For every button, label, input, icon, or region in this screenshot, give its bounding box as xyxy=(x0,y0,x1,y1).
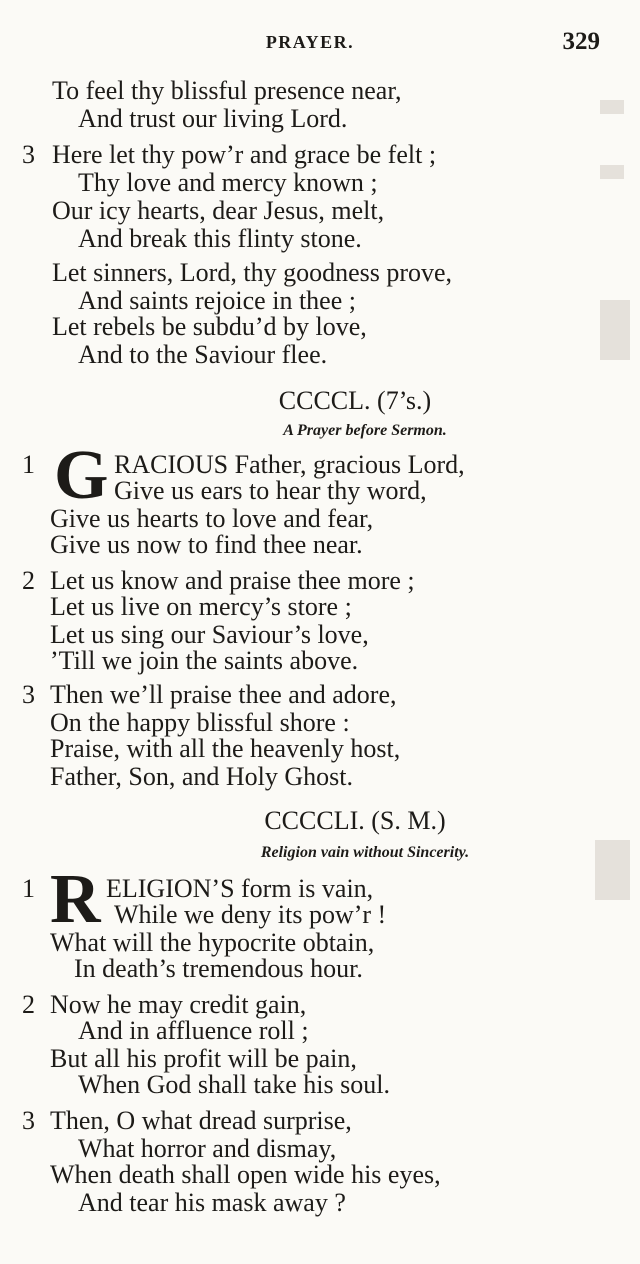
verse-line: Let rebels be subdu’d by love, xyxy=(52,312,367,341)
verse-number: 2 xyxy=(22,990,35,1019)
verse-line: Give us ears to hear thy word, xyxy=(114,476,427,505)
page-number: 329 xyxy=(562,28,600,55)
verse-line: Then, O what dread surprise, xyxy=(50,1106,352,1135)
verse-number: 1 xyxy=(22,874,35,903)
verse-line: But all his profit will be pain, xyxy=(50,1044,357,1073)
verse-line: Let us live on mercy’s store ; xyxy=(50,592,352,621)
verse-line: And to the Saviour flee. xyxy=(78,340,328,369)
running-head: PRAYER. xyxy=(265,32,355,52)
verse-line: ’Till we join the saints above. xyxy=(50,646,359,675)
verse-number: 3 xyxy=(22,1106,35,1135)
verse-line: What will the hypocrite obtain, xyxy=(50,928,375,957)
verse-line: When God shall take his soul. xyxy=(78,1070,390,1099)
verse-line: And trust our living Lord. xyxy=(78,104,348,133)
verse-line: And break this flinty stone. xyxy=(78,224,362,253)
drop-cap: R xyxy=(50,861,101,938)
page-header xyxy=(20,28,600,60)
verse-line: Thy love and mercy known ; xyxy=(78,168,378,197)
verse-line: To feel thy blissful presence near, xyxy=(52,76,402,105)
verse-line: In death’s tremendous hour. xyxy=(74,954,363,983)
verse-line: Let us sing our Saviour’s love, xyxy=(50,620,369,649)
verse-line: And saints rejoice in thee ; xyxy=(78,286,356,315)
verse-number: 1 xyxy=(22,450,35,479)
verse-line: Let sinners, Lord, thy goodness prove, xyxy=(52,258,453,287)
hymn-title: CCCCL. (7’s.) xyxy=(278,386,432,415)
verse-number: 3 xyxy=(22,140,35,169)
verse-line: Father, Son, and Holy Ghost. xyxy=(50,762,353,791)
hymn-title: CCCCLI. (S. M.) xyxy=(264,806,446,835)
verse-line: Then we’ll praise thee and adore, xyxy=(50,680,397,709)
verse-number: 2 xyxy=(22,566,35,595)
verse-line: Praise, with all the heavenly host, xyxy=(50,734,401,763)
verse-line: When death shall open wide his eyes, xyxy=(50,1160,441,1189)
verse-line: Now he may credit gain, xyxy=(50,990,307,1019)
verse-line: And tear his mask away ? xyxy=(78,1188,346,1217)
drop-cap: G xyxy=(54,437,109,514)
verse-line: Give us now to find thee near. xyxy=(50,530,363,559)
verse-line: And in affluence roll ; xyxy=(78,1016,309,1045)
verse-line: Let us know and praise thee more ; xyxy=(50,566,415,595)
verse-line: Our icy hearts, dear Jesus, melt, xyxy=(52,196,385,225)
verse-line: Give us hearts to love and fear, xyxy=(50,504,374,533)
verse-line: ELIGION’S form is vain, xyxy=(106,874,374,903)
verse-line: Here let thy pow’r and grace be felt ; xyxy=(52,140,437,169)
verse-line: While we deny its pow’r ! xyxy=(114,900,387,929)
verse-line: What horror and dismay, xyxy=(78,1134,337,1163)
verse-line: On the happy blissful shore : xyxy=(50,708,350,737)
hymn-subtitle: A Prayer before Sermon. xyxy=(283,422,447,439)
verse-number: 3 xyxy=(22,680,35,709)
verse-line: RACIOUS Father, gracious Lord, xyxy=(114,450,465,479)
hymn-subtitle: Religion vain without Sincerity. xyxy=(260,844,470,861)
